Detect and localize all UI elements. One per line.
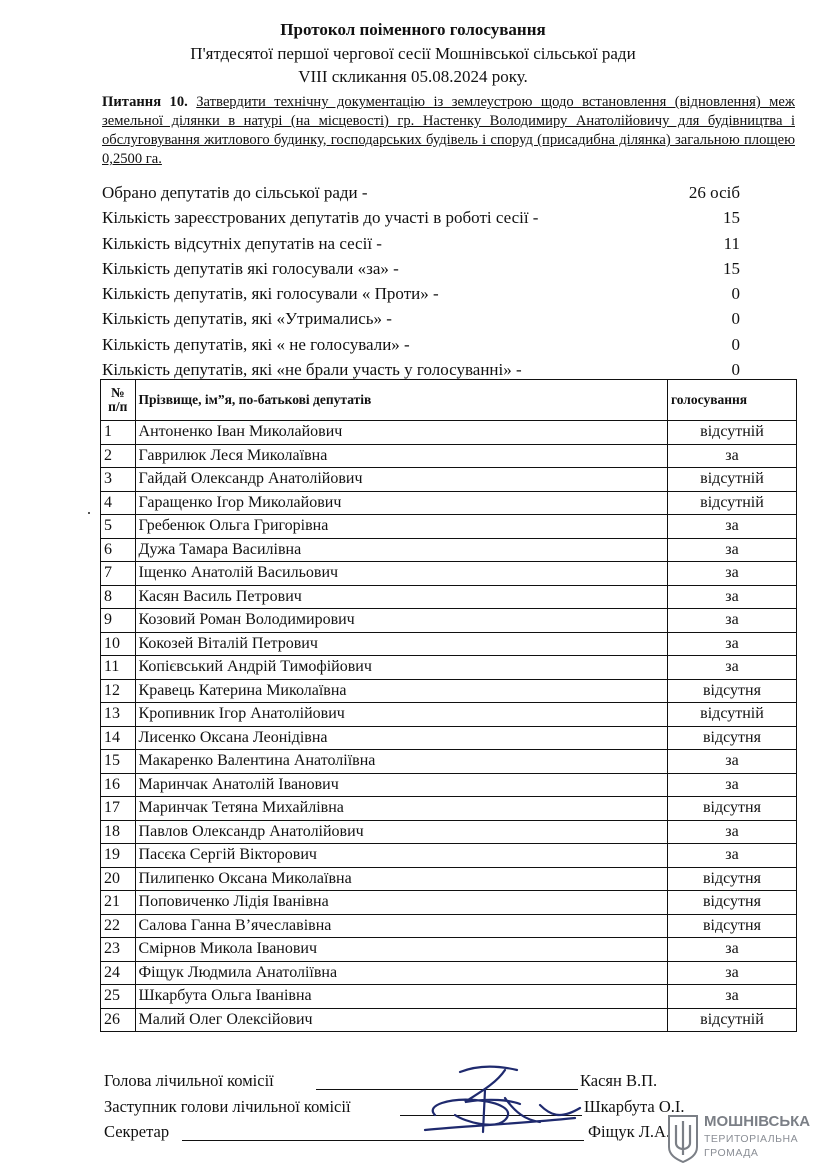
- stat-row: [102, 205, 782, 230]
- signature-name: Шкарбута О.І.: [584, 1097, 685, 1116]
- stat-row: [102, 256, 782, 281]
- table-header-row: [101, 380, 797, 421]
- table-row: [101, 679, 797, 703]
- stat-label: Кількість депутатів, які «Утримались» -: [102, 309, 392, 329]
- signature-deputy: [104, 1097, 704, 1119]
- row-number: 26: [101, 1008, 136, 1032]
- vote-result: відсутній: [667, 421, 796, 445]
- deputy-name: Касян Василь Петрович: [135, 585, 667, 609]
- question-label: Питання 10.: [102, 94, 188, 110]
- vote-result: за: [667, 820, 796, 844]
- table-row: [101, 820, 797, 844]
- stat-row: [102, 306, 782, 331]
- stat-row: [102, 332, 782, 357]
- stat-label: Кількість зареєстрованих депутатів до участі в роботі сесії -: [102, 208, 539, 228]
- deputy-name: Козовий Роман Володимирович: [135, 609, 667, 633]
- stat-value: 15: [723, 258, 740, 278]
- row-number: 6: [101, 538, 136, 562]
- header-vote: голосування: [667, 380, 796, 421]
- row-number: 19: [101, 844, 136, 868]
- table-row: [101, 726, 797, 750]
- row-number: 15: [101, 750, 136, 774]
- row-number: 20: [101, 867, 136, 891]
- row-number: 4: [101, 491, 136, 515]
- scan-speck: [88, 512, 90, 514]
- trident-icon: [666, 1113, 700, 1163]
- stat-value: 11: [723, 233, 740, 253]
- table-row: [101, 491, 797, 515]
- deputy-name: Лисенко Оксана Леонідівна: [135, 726, 667, 750]
- row-number: 24: [101, 961, 136, 985]
- deputy-name: Пилипенко Оксана Миколаївна: [135, 867, 667, 891]
- table-row: [101, 985, 797, 1009]
- row-number: 12: [101, 679, 136, 703]
- vote-result: відсутня: [667, 726, 796, 750]
- deputy-name: Смірнов Микола Іванович: [135, 938, 667, 962]
- stat-row: [102, 231, 782, 256]
- table-row: [101, 538, 797, 562]
- row-number: 14: [101, 726, 136, 750]
- vote-result: за: [667, 985, 796, 1009]
- row-number: 1: [101, 421, 136, 445]
- table-row: [101, 609, 797, 633]
- deputy-name: Іщенко Анатолій Васильович: [135, 562, 667, 586]
- vote-result: за: [667, 562, 796, 586]
- row-number: 3: [101, 468, 136, 492]
- logo-subtitle-1: ТЕРИТОРІАЛЬНА: [704, 1133, 799, 1145]
- vote-result: відсутній: [667, 468, 796, 492]
- deputy-name: Макаренко Валентина Анатоліївна: [135, 750, 667, 774]
- deputy-name: Павлов Олександр Анатолійович: [135, 820, 667, 844]
- roll-call-table: [100, 379, 797, 1032]
- table-row: [101, 844, 797, 868]
- stat-row: [102, 281, 782, 306]
- row-number: 9: [101, 609, 136, 633]
- vote-result: за: [667, 773, 796, 797]
- table-row: [101, 656, 797, 680]
- table-row: [101, 1008, 797, 1032]
- vote-result: за: [667, 632, 796, 656]
- deputy-name: Гайдай Олександр Анатолійович: [135, 468, 667, 492]
- row-number: 7: [101, 562, 136, 586]
- signature-name: Касян В.П.: [580, 1071, 658, 1090]
- table-row: [101, 961, 797, 985]
- question-text: Затвердити технічну документацію із землеустрою щодо встановлення (відновлення) меж земельної ділянки в натурі (на місцевості) гр. Настенку Володимиру Анатолійовичу для будівництва і обслуговування житлового будинку, господарських будівель і споруд (присадибна ділянка) загальною площею 0,2500 га.: [102, 94, 795, 167]
- vote-result: за: [667, 656, 796, 680]
- row-number: 5: [101, 515, 136, 539]
- header-number-line2: п/п: [108, 399, 128, 414]
- deputy-name: Кокозей Віталій Петрович: [135, 632, 667, 656]
- row-number: 21: [101, 891, 136, 915]
- deputy-name: Гребенюк Ольга Григорівна: [135, 515, 667, 539]
- table-row: [101, 632, 797, 656]
- stat-value: 26 осіб: [688, 183, 740, 202]
- deputy-name: Копієвський Андрій Тимофійович: [135, 656, 667, 680]
- table-row: [101, 938, 797, 962]
- deputy-name: Кропивник Ігор Анатолійович: [135, 703, 667, 727]
- deputy-name: Кравець Катерина Миколаївна: [135, 679, 667, 703]
- vote-result: за: [667, 609, 796, 633]
- stat-label: Кількість депутатів які голосували «за» -: [102, 258, 399, 278]
- deputy-name: Шкарбута Ольга Іванівна: [135, 985, 667, 1009]
- row-number: 2: [101, 444, 136, 468]
- signature-name: Фіщук Л.А.: [588, 1122, 671, 1141]
- handwritten-signature: [405, 1060, 595, 1145]
- vote-result: відсутній: [667, 703, 796, 727]
- logo-subtitle-2: ГРОМАДА: [704, 1147, 759, 1159]
- vote-result: за: [667, 538, 796, 562]
- signature-role: Заступник голови лічильної комісії: [104, 1097, 351, 1116]
- table-row: [101, 468, 797, 492]
- deputy-name: Гаращенко Ігор Миколайович: [135, 491, 667, 515]
- stat-label: Кількість депутатів, які «не брали участь у голосуванні» -: [102, 360, 522, 380]
- deputy-name: Маринчак Анатолій Іванович: [135, 773, 667, 797]
- deputy-name: Гаврилюк Леся Миколаївна: [135, 444, 667, 468]
- table-row: [101, 444, 797, 468]
- convocation-date-line: VIII скликання 05.08.2024 року.: [298, 67, 528, 86]
- signature-secretary: [104, 1122, 704, 1144]
- community-logo: [664, 1113, 814, 1165]
- header-name: Прізвище, ім”я, по-батькові депутатів: [135, 380, 667, 421]
- table-row: [101, 515, 797, 539]
- deputy-name: Антоненко Іван Миколайович: [135, 421, 667, 445]
- stat-label: Кількість відсутніх депутатів на сесії -: [102, 233, 382, 253]
- table-row: [101, 585, 797, 609]
- vote-result: відсутня: [667, 914, 796, 938]
- logo-title: МОШНІВСЬКА: [704, 1113, 811, 1130]
- table-row: [101, 914, 797, 938]
- row-number: 23: [101, 938, 136, 962]
- vote-result: за: [667, 444, 796, 468]
- stat-value: 0: [731, 334, 740, 354]
- stat-value: 0: [731, 360, 740, 380]
- table-row: [101, 797, 797, 821]
- stat-value: 0: [731, 284, 740, 304]
- stat-row: [102, 180, 782, 205]
- row-number: 22: [101, 914, 136, 938]
- stat-label: Кількість депутатів, які « не голосували» -: [102, 334, 410, 354]
- vote-result: відсутня: [667, 867, 796, 891]
- vote-result: за: [667, 585, 796, 609]
- vote-result: за: [667, 961, 796, 985]
- question-block: [102, 93, 795, 169]
- vote-result: відсутня: [667, 891, 796, 915]
- row-number: 11: [101, 656, 136, 680]
- vote-result: за: [667, 515, 796, 539]
- vote-result: за: [667, 750, 796, 774]
- row-number: 13: [101, 703, 136, 727]
- row-number: 25: [101, 985, 136, 1009]
- signature-role: Голова лічильної комісії: [104, 1071, 274, 1090]
- signature-chair: [104, 1071, 684, 1093]
- deputy-name: Поповиченко Лідія Іванівна: [135, 891, 667, 915]
- row-number: 16: [101, 773, 136, 797]
- vote-result: відсутній: [667, 491, 796, 515]
- table-row: [101, 750, 797, 774]
- table-row: [101, 773, 797, 797]
- deputy-name: Фіщук Людмила Анатоліївна: [135, 961, 667, 985]
- session-line: П'ятдесятої першої чергової сесії Мошнівської сільської ради: [190, 44, 636, 63]
- row-number: 17: [101, 797, 136, 821]
- table-row: [101, 891, 797, 915]
- deputy-name: Малий Олег Олексійович: [135, 1008, 667, 1032]
- table-row: [101, 562, 797, 586]
- deputy-name: Салова Ганна В’ячеславівна: [135, 914, 667, 938]
- header-number-line1: №: [110, 385, 125, 400]
- protocol-title: Протокол поіменного голосування: [280, 20, 546, 39]
- row-number: 10: [101, 632, 136, 656]
- stat-label: Кількість депутатів, які голосували « Проти» -: [102, 284, 439, 304]
- row-number: 8: [101, 585, 136, 609]
- deputy-name: Пасєка Сергій Вікторович: [135, 844, 667, 868]
- signature-role: Секретар: [104, 1122, 170, 1141]
- vote-result: за: [667, 844, 796, 868]
- table-row: [101, 421, 797, 445]
- stat-value: 0: [731, 309, 740, 329]
- row-number: 18: [101, 820, 136, 844]
- deputy-name: Дужа Тамара Василівна: [135, 538, 667, 562]
- header-number: [101, 380, 136, 421]
- table-row: [101, 703, 797, 727]
- table-row: [101, 867, 797, 891]
- vote-result: за: [667, 938, 796, 962]
- vote-statistics: [102, 180, 782, 382]
- vote-result: відсутня: [667, 679, 796, 703]
- stat-label: Обрано депутатів до сільської ради -: [102, 183, 368, 202]
- deputy-name: Маринчак Тетяна Михайлівна: [135, 797, 667, 821]
- table-body: [101, 421, 797, 1032]
- vote-result: відсутня: [667, 797, 796, 821]
- vote-result: відсутній: [667, 1008, 796, 1032]
- stat-value: 15: [723, 208, 740, 228]
